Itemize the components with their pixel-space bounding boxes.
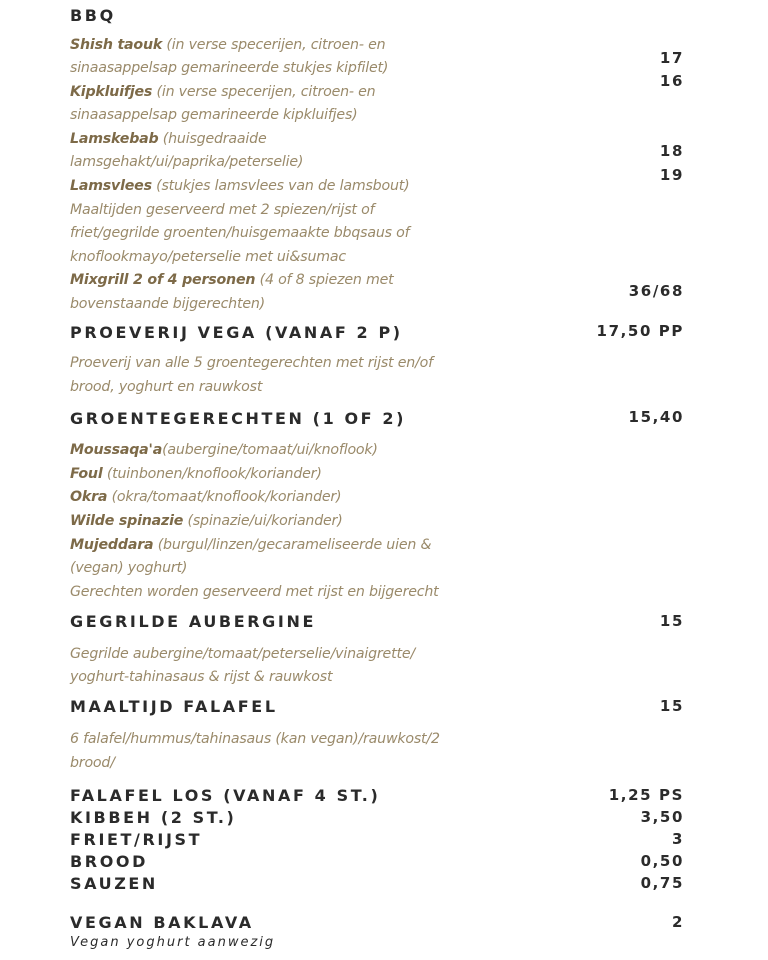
menu-line-mix-1 <box>70 272 393 288</box>
menu-line-lams-1 <box>70 131 267 147</box>
item-desc: (huisgedraaide <box>162 131 267 147</box>
price-friet-rijst: 3 <box>671 830 684 848</box>
menu-line-served-2: friet/gegrilde groenten/huisgemaakte bbqsaus of <box>70 225 410 241</box>
groente-line-okra <box>70 489 341 505</box>
item-desc: (burgul/linzen/gecarameliseerde uien & <box>157 537 432 553</box>
price-proeverij: 17,50 PP <box>596 322 684 340</box>
baklava-note: Vegan yoghurt aanwezig <box>70 935 276 950</box>
groente-served: Gerechten worden geserveerd met rijst en bijgerecht <box>70 584 439 600</box>
menu-line-served-1: Maaltijden geserveerd met 2 spiezen/rijst of <box>70 202 375 218</box>
baklava-heading: VEGAN BAKLAVA <box>70 913 254 932</box>
price-kibbeh: 3,50 <box>640 808 684 826</box>
falafel-heading: MAALTIJD FALAFEL <box>70 697 278 716</box>
menu-line-lamsvlees <box>70 178 409 194</box>
price-kipkluifjes: 16 <box>659 72 684 90</box>
proeverij-heading: PROEVERIJ VEGA (VANAF 2 P) <box>70 323 403 342</box>
groente-line-foul <box>70 466 322 482</box>
groente-line-spinazie <box>70 513 343 529</box>
groente-line-moussaqa <box>70 442 378 458</box>
item-desc: (4 of 8 spiezen met <box>259 272 394 288</box>
aubergine-desc-1: Gegrilde aubergine/tomaat/peterselie/vinaigrette/ <box>70 646 415 662</box>
groente-line-mujeddara <box>70 537 431 553</box>
price-falafel-los: 1,25 PS <box>608 786 684 804</box>
item-desc: (in verse specerijen, citroen- en <box>156 84 376 100</box>
extra-kibbeh: KIBBEH (2 ST.) <box>70 808 237 827</box>
extra-friet-rijst: FRIET/RIJST <box>70 830 203 849</box>
extra-brood: BROOD <box>70 852 148 871</box>
price-sauzen: 0,75 <box>640 874 684 892</box>
price-aubergine: 15 <box>659 612 684 630</box>
item-name-moussaqa: Moussaqa'a <box>70 442 163 458</box>
falafel-desc-2: brood/ <box>70 755 115 771</box>
aubergine-heading: GEGRILDE AUBERGINE <box>70 612 316 631</box>
proeverij-desc-2: brood, yoghurt en rauwkost <box>70 379 263 395</box>
item-name-lamskebab: Lamskebab <box>70 131 159 147</box>
proeverij-desc-1: Proeverij van alle 5 groentegerechten met rijst en/of <box>70 355 433 371</box>
extra-falafel-los: FALAFEL LOS (VANAF 4 ST.) <box>70 786 381 805</box>
price-shish-taouk: 17 <box>659 49 684 67</box>
price-lamsvlees: 19 <box>659 166 684 184</box>
menu-line-kip-2: sinaasappelsap gemarineerde kipkluifjes) <box>70 107 358 123</box>
groente-heading: GROENTEGERECHTEN (1 OF 2) <box>70 409 407 428</box>
item-desc: (tuinbonen/knoflook/koriander) <box>106 466 322 482</box>
price-falafel: 15 <box>659 697 684 715</box>
menu-line-served-3: knoflookmayo/peterselie met ui&sumac <box>70 249 346 265</box>
item-name-okra: Okra <box>70 489 108 505</box>
menu-line-shish-2: sinaasappelsap gemarineerde stukjes kipfilet) <box>70 60 389 76</box>
menu-line-shish-1 <box>70 37 385 53</box>
aubergine-desc-2: yoghurt-tahinasaus & rijst & rauwkost <box>70 669 333 685</box>
price-brood: 0,50 <box>640 852 684 870</box>
item-desc: (spinazie/ui/koriander) <box>187 513 343 529</box>
falafel-desc-1: 6 falafel/hummus/tahinasaus (kan vegan)/rauwkost/2 <box>70 731 440 747</box>
price-mixgrill: 36/68 <box>628 282 684 300</box>
item-desc: (okra/tomaat/knoflook/koriander) <box>111 489 342 505</box>
item-desc: (aubergine/tomaat/ui/knoflook) <box>162 442 378 458</box>
item-name-shish-taouk: Shish taouk <box>70 37 163 53</box>
extra-sauzen: SAUZEN <box>70 874 158 893</box>
bbq-heading: BBQ <box>70 6 116 25</box>
menu-line-mix-2: bovenstaande bijgerechten) <box>70 296 265 312</box>
price-lamskebab: 18 <box>659 142 684 160</box>
item-name-kipkluifjes: Kipkluifjes <box>70 84 153 100</box>
item-name-wilde-spinazie: Wilde spinazie <box>70 513 184 529</box>
item-name-mujeddara: Mujeddara <box>70 537 154 553</box>
item-name-foul: Foul <box>70 466 103 482</box>
item-name-lamsvlees: Lamsvlees <box>70 178 152 194</box>
item-desc: (stukjes lamsvlees van de lamsbout) <box>156 178 410 194</box>
menu-line-kip-1 <box>70 84 375 100</box>
item-desc: (in verse specerijen, citroen- en <box>166 37 386 53</box>
price-groente: 15,40 <box>628 408 684 426</box>
item-name-mixgrill: Mixgrill 2 of 4 personen <box>70 272 256 288</box>
groente-line-mujeddara-2: (vegan) yoghurt) <box>70 560 188 576</box>
menu-line-lams-2: lamsgehakt/ui/paprika/peterselie) <box>70 154 304 170</box>
price-baklava: 2 <box>671 913 684 931</box>
